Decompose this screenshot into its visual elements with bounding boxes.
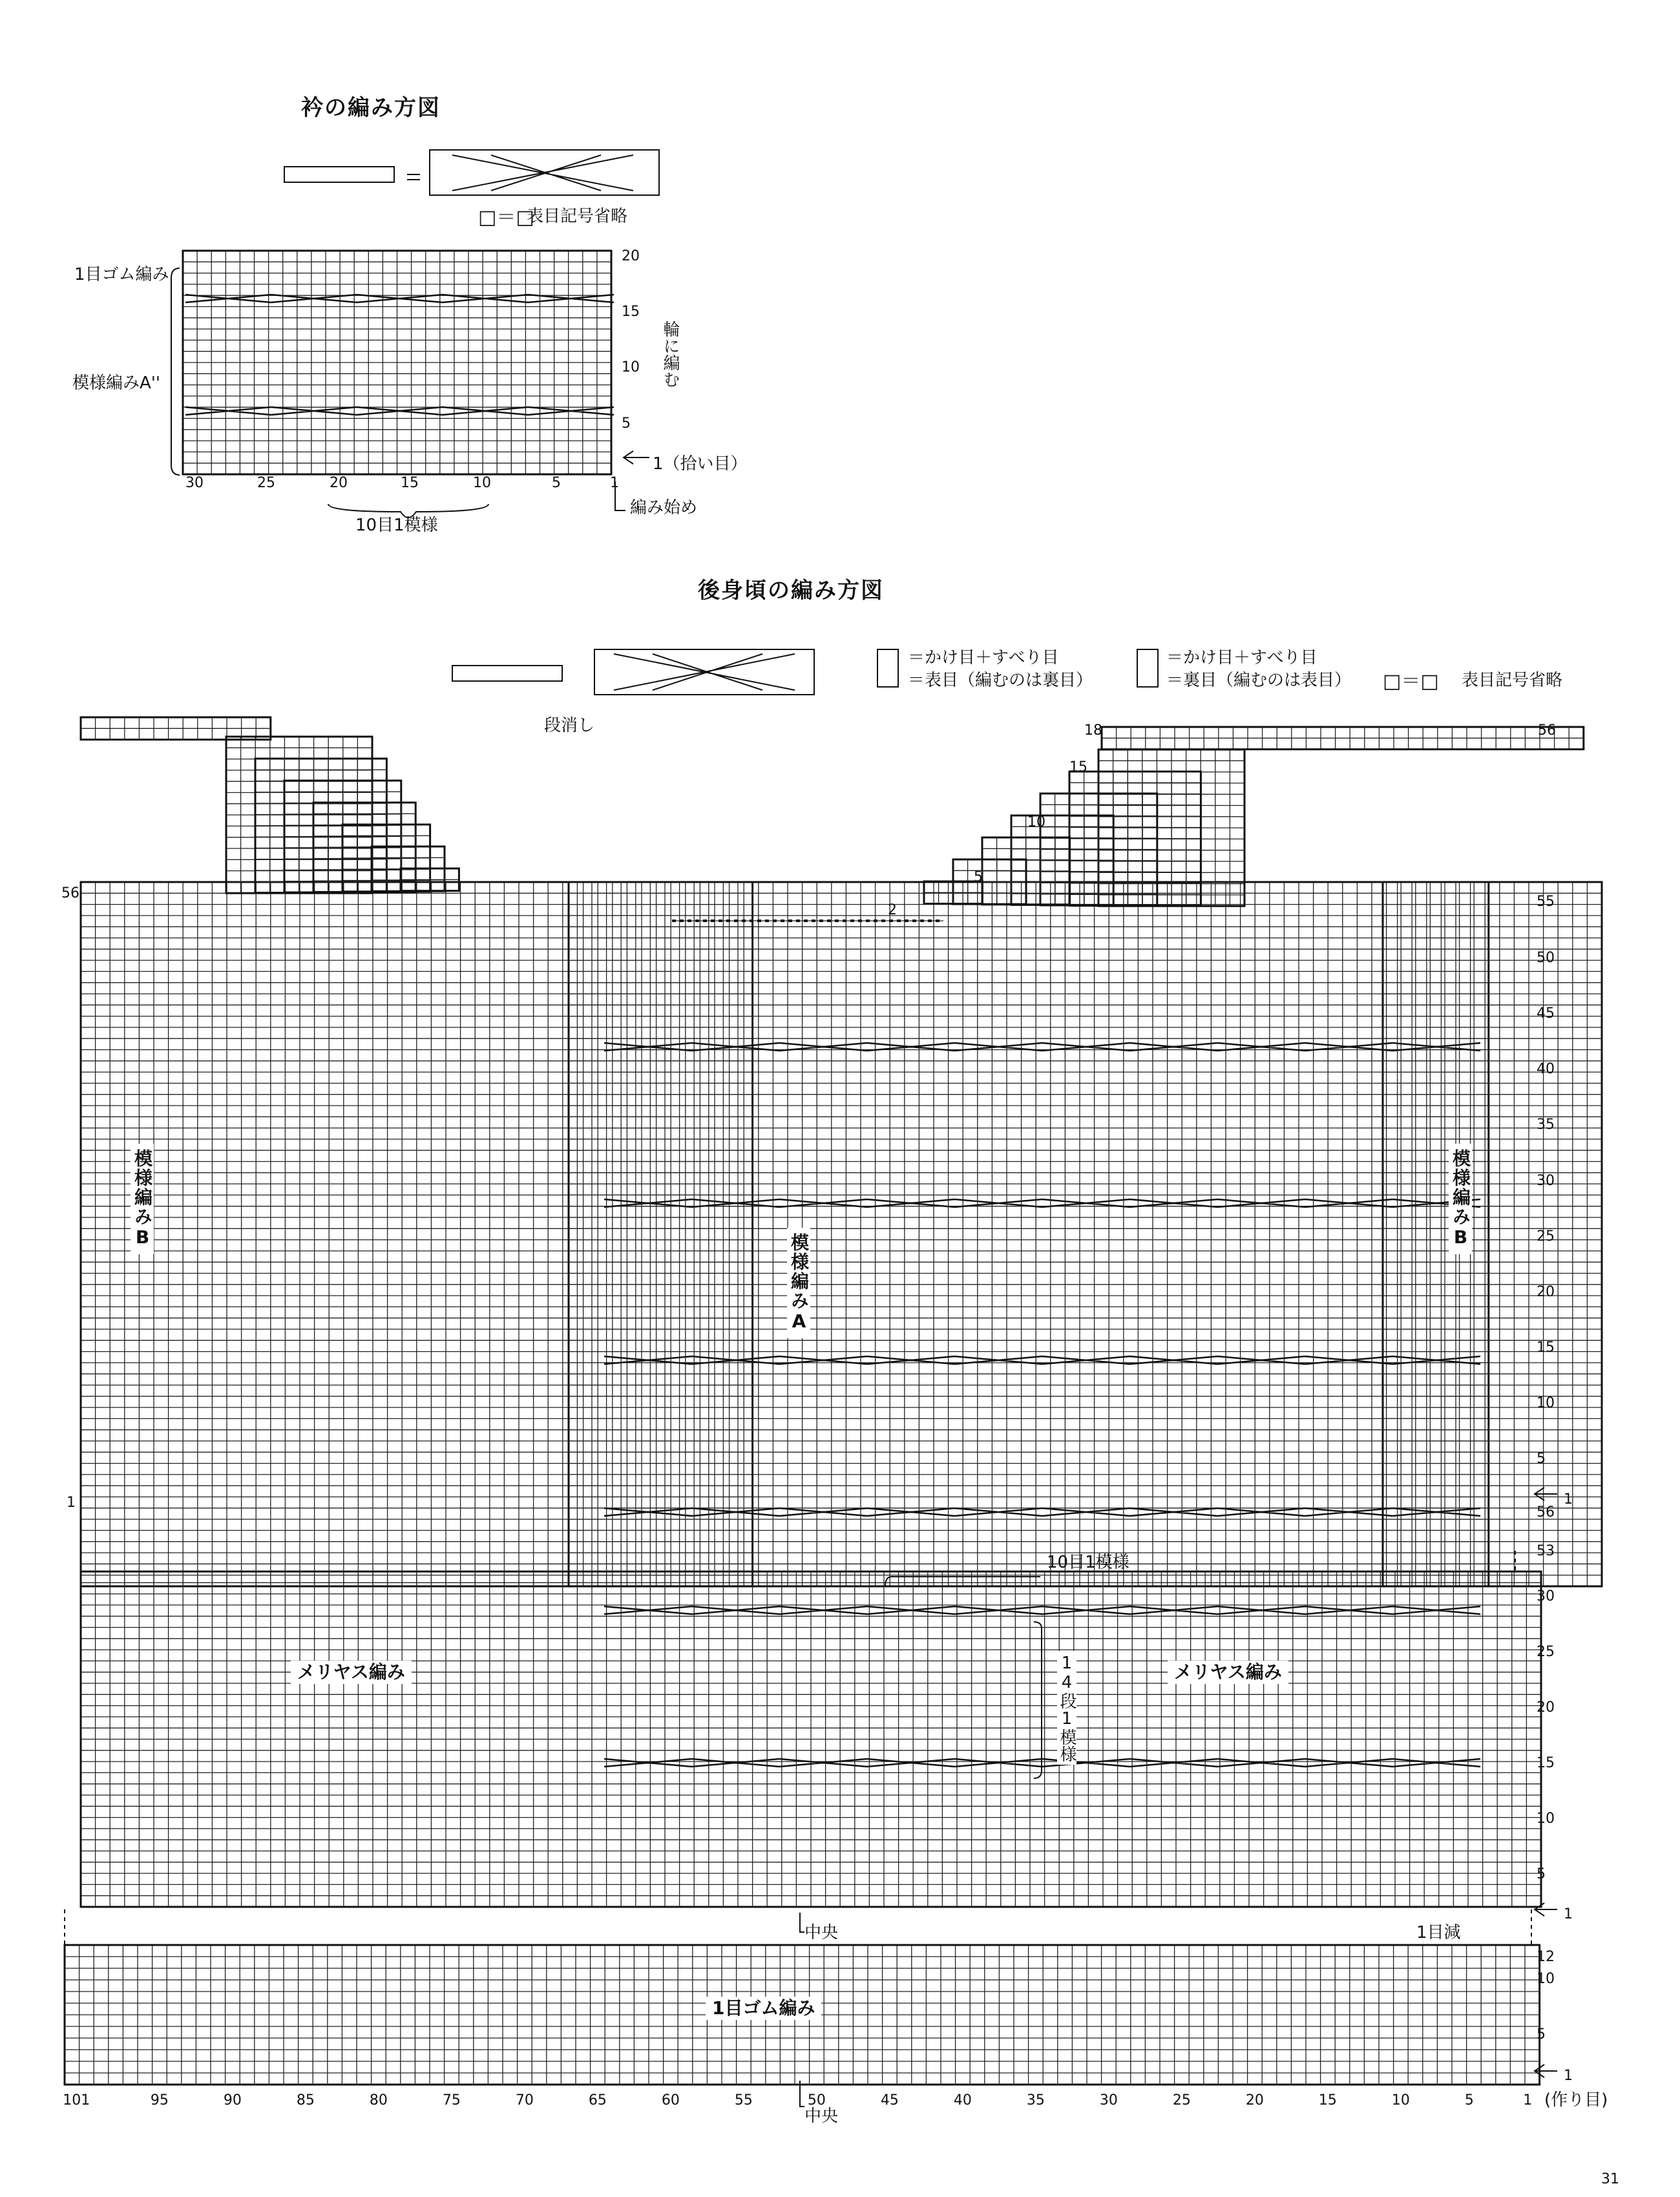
left-shoulder-step-6 <box>401 868 459 891</box>
upper-left-grid <box>81 882 753 1586</box>
bottom-row-10: 10 <box>1537 1971 1555 1987</box>
upper-row-55: 55 <box>1537 894 1555 910</box>
bottom-col-35: 35 <box>1026 2092 1045 2108</box>
bottom-col-25: 25 <box>1172 2092 1191 2108</box>
collar-cable-symbol <box>284 167 394 182</box>
middle-grid <box>81 1572 1541 1907</box>
pattern-b-left-label: 模様編みB <box>131 1144 154 1254</box>
bottom-col-95: 95 <box>150 2092 169 2108</box>
bottom-col-85: 85 <box>296 2092 315 2108</box>
right-shoulder-top-row <box>1102 727 1584 750</box>
repeat-10-label: 10目1模様 <box>1047 1553 1129 1572</box>
bottom-col-20: 20 <box>1245 2092 1264 2108</box>
upper-row-56-bottom: 56 <box>1537 1504 1555 1520</box>
middle-row-25: 25 <box>1537 1644 1555 1660</box>
collar-row-5: 5 <box>622 415 631 432</box>
row-start-arrow-0 <box>1535 1487 1557 1500</box>
middle-cable-row-27 <box>604 1606 1480 1614</box>
upper-left-row-56: 56 <box>61 885 79 901</box>
yo-slip-symbol-2 <box>1137 649 1158 687</box>
bottom-row-5: 5 <box>1537 2026 1546 2043</box>
collar-col-25: 25 <box>257 475 275 491</box>
bottom-row-12: 12 <box>1537 1949 1555 1965</box>
section-break-upper <box>81 1551 1515 1572</box>
row-start-arrow-1 <box>1535 1903 1557 1916</box>
upper-row-10: 10 <box>1537 1395 1555 1411</box>
section-break-lower <box>65 1909 1531 1945</box>
legend-knit-1: ＝表目（編むのは裏目） <box>908 671 1093 690</box>
bottom-col-50: 50 <box>807 2092 826 2108</box>
bottom-col-40: 40 <box>953 2092 972 2108</box>
middle-row-10: 10 <box>1537 1811 1555 1827</box>
row-start-arrow-2 <box>1535 2065 1557 2077</box>
collar-rib-label: 1目ゴム編み <box>74 265 169 284</box>
collar-col-1: 1 <box>610 475 619 491</box>
upper-cable-row-1 <box>604 1508 1480 1516</box>
center-label-upper: 中央 <box>804 1923 839 1942</box>
shoulder-row-10: 10 <box>1027 814 1045 830</box>
bottom-row-1: 1 <box>1564 2068 1573 2084</box>
bottom-col-101: 101 <box>63 2092 90 2108</box>
pattern-b-right-label: 模様編みB <box>1449 1144 1472 1254</box>
collar-pickup-label: 1（拾い目） <box>653 454 748 474</box>
bottom-col-70: 70 <box>515 2092 534 2108</box>
upper-row-25: 25 <box>1537 1228 1555 1245</box>
collar-pattern-bracket <box>171 268 180 475</box>
shoulder-row-18: 18 <box>1084 722 1102 739</box>
bind-off-label: 段消し <box>544 716 595 735</box>
upper-row-5: 5 <box>1537 1451 1546 1467</box>
collar-start-label: 編み始め <box>630 498 698 518</box>
middle-row-5: 5 <box>1537 1866 1546 1882</box>
legend-yo-slip-2: ＝かけ目＋すべり目 <box>1166 648 1318 668</box>
upper-row-56-top: 56 <box>1538 722 1556 739</box>
page-number: 31 <box>1601 2171 1619 2187</box>
legend-purl-2: ＝裏目（編むのは表目） <box>1166 671 1352 690</box>
repeat-14-brace <box>1034 1622 1042 1778</box>
legend-omit: 表目記号省略 <box>1462 671 1563 690</box>
stockinette-right-label: メリヤス編み <box>1168 1661 1288 1684</box>
bottom-col-45: 45 <box>880 2092 899 2108</box>
legend-yo-slip-1: ＝かけ目＋すべり目 <box>908 648 1059 668</box>
upper-row-15: 15 <box>1537 1340 1555 1356</box>
bottom-col-10: 10 <box>1391 2092 1410 2108</box>
bottom-col-90: 90 <box>223 2092 242 2108</box>
upper-row-40: 40 <box>1537 1061 1555 1077</box>
stockinette-left-label: メリヤス編み <box>291 1661 412 1684</box>
bottom-col-1: 1 <box>1523 2092 1533 2108</box>
collar-grid <box>183 251 611 474</box>
bottom-col-65: 65 <box>588 2092 607 2108</box>
collar-equals <box>407 174 420 180</box>
collar-circular-label: 輪に編む <box>660 318 680 390</box>
collar-pattern-label: 模様編みA'' <box>72 373 161 393</box>
bottom-col-60: 60 <box>661 2092 680 2108</box>
collar-row-10: 10 <box>622 359 640 375</box>
back-cable-symbol <box>452 666 562 681</box>
bottom-col-75: 75 <box>442 2092 461 2108</box>
decrease-label: 1目減 <box>1416 1923 1461 1942</box>
upper-left-row-1: 1 <box>67 1495 76 1511</box>
upper-row-20: 20 <box>1537 1284 1555 1300</box>
collar-row-15: 15 <box>622 304 640 320</box>
center-pointer-upper <box>800 1913 804 1932</box>
bottom-col-30: 30 <box>1099 2092 1118 2108</box>
shoulder-row-5: 5 <box>974 869 983 885</box>
collar-col-5: 5 <box>552 475 561 491</box>
yo-slip-symbol-1 <box>877 649 898 687</box>
collar-row-20: 20 <box>622 248 640 264</box>
upper-row-30: 30 <box>1537 1173 1555 1189</box>
collar-col-10: 10 <box>473 475 491 491</box>
collar-repeat-label: 10目1模様 <box>355 516 438 535</box>
shoulder-row-2: 2 <box>888 902 897 918</box>
collar-col-20: 20 <box>330 475 348 491</box>
middle-row-15: 15 <box>1537 1755 1555 1771</box>
upper-row-50: 50 <box>1537 950 1555 966</box>
middle-row-30: 30 <box>1537 1588 1555 1604</box>
collar-cable-row-5 <box>185 407 614 415</box>
purl-symbol-key-2: □＝□ <box>1383 670 1439 693</box>
upper-row-45: 45 <box>1537 1005 1555 1022</box>
middle-row-20: 20 <box>1537 1699 1555 1716</box>
pattern-a-label: 模様編みA <box>787 1228 810 1338</box>
center-label-lower: 中央 <box>804 2107 839 2126</box>
purl-symbol-key: □＝□ <box>478 206 534 229</box>
upper-row-1-right: 1 <box>1564 1491 1573 1508</box>
shoulder-row-15: 15 <box>1069 759 1087 775</box>
bottom-col-15: 15 <box>1318 2092 1337 2108</box>
cast-on-label: (作り目) <box>1544 2090 1608 2110</box>
repeat-14-label: 14段1模様 <box>1057 1651 1076 1765</box>
collar-pickup-arrow <box>624 451 649 464</box>
rib-bottom-label: 1目ゴム編み <box>706 1997 821 2020</box>
collar-col-15: 15 <box>401 475 419 491</box>
upper-row-53: 53 <box>1537 1543 1555 1559</box>
collar-col-30: 30 <box>185 475 204 491</box>
bottom-col-80: 80 <box>369 2092 388 2108</box>
back-title: 後身頃の編み方図 <box>698 578 884 604</box>
bottom-col-55: 55 <box>734 2092 753 2108</box>
collar-title: 衿の編み方図 <box>301 95 441 121</box>
bottom-col-5: 5 <box>1464 2092 1474 2108</box>
upper-row-35: 35 <box>1537 1117 1555 1133</box>
collar-legend-note: 表目記号省略 <box>527 207 628 226</box>
middle-row-1: 1 <box>1564 1906 1573 1922</box>
upper-center-grid <box>569 882 1489 1586</box>
